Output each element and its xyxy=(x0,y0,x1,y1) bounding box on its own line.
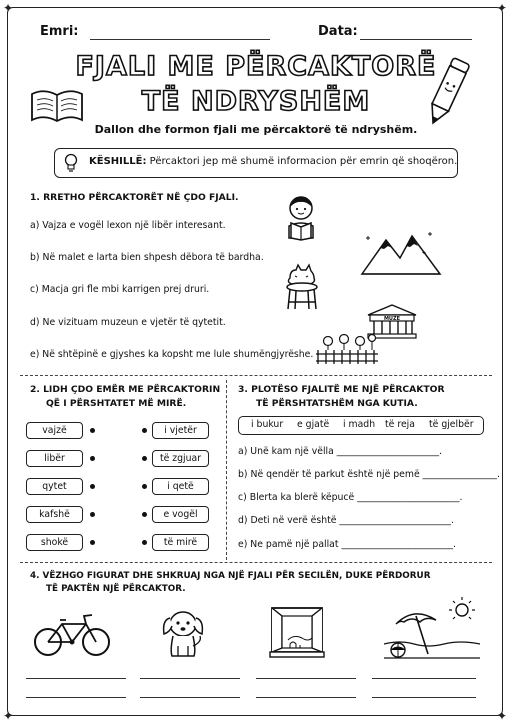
match-adjective-1[interactable]: i vjetër xyxy=(152,422,209,439)
girl-reading-icon xyxy=(280,192,322,242)
section1-sentence-e: e) Në shtëpinë e gjyshes ka kopsht me lule shumëngjyrëshe. xyxy=(30,349,314,360)
word-bank-item: e gjatë xyxy=(297,419,330,430)
match-dot[interactable] xyxy=(90,428,95,433)
word-bank xyxy=(238,416,484,435)
star-icon: ✦ xyxy=(3,709,14,723)
star-icon: ✦ xyxy=(497,1,508,15)
fill-sentence-e[interactable]: e) Ne pamë një pallat ________________________. xyxy=(238,539,456,550)
match-noun-5[interactable]: shokë xyxy=(26,534,83,551)
word-bank-item: të reja xyxy=(385,419,415,430)
answer-line[interactable] xyxy=(256,697,356,698)
match-adjective-5[interactable]: të mirë xyxy=(152,534,209,551)
match-dot[interactable] xyxy=(142,512,147,517)
section4-title: 4. VËZHGO FIGURAT DHE SHKRUAJ NGA NJË FJALI PËR SECILËN, DUKE PËRDORUR xyxy=(30,571,431,581)
cat-on-stool-icon xyxy=(280,262,324,312)
section1-sentence-b: b) Në malet e larta bien shpesh dëbora të bardha. xyxy=(30,252,264,263)
answer-line[interactable] xyxy=(140,678,240,679)
answer-line[interactable] xyxy=(26,697,126,698)
column-divider xyxy=(226,380,227,560)
match-dot[interactable] xyxy=(142,428,147,433)
tip-text xyxy=(89,156,457,167)
section-divider xyxy=(20,562,492,563)
section2-title: 2. LIDH ÇDO EMËR ME PËRCAKTORIN xyxy=(30,384,221,395)
section-divider xyxy=(20,375,492,376)
fill-sentence-d[interactable]: d) Deti në verë është ________________________. xyxy=(238,515,454,526)
tip-label: KËSHILLË: xyxy=(89,156,147,167)
section1-title: 1. RRETHO PËRCAKTORËT NË ÇDO FJALI. xyxy=(30,192,239,203)
section1-sentence-d: d) Ne vizituam muzeun e vjetër të qytetit. xyxy=(30,317,226,328)
fill-sentence-c[interactable]: c) Blerta ka blerë këpucë ______________________. xyxy=(238,492,463,503)
section2-title-line2: QË I PËRSHTATET MË MIRË. xyxy=(46,398,187,409)
name-field[interactable] xyxy=(90,39,270,40)
section3-title: 3. PLOTËSO FJALITË ME NJË PËRCAKTOR xyxy=(238,384,445,395)
answer-line[interactable] xyxy=(140,697,240,698)
match-dot[interactable] xyxy=(90,540,95,545)
answer-line[interactable] xyxy=(256,678,356,679)
match-dot[interactable] xyxy=(90,456,95,461)
page-title: FJALI ME PËRCAKTORË xyxy=(75,51,437,82)
book-icon xyxy=(28,86,86,126)
mountains-icon xyxy=(360,228,442,276)
word-bank-item: i madh xyxy=(343,419,376,430)
star-icon: ✦ xyxy=(497,709,508,723)
tip-body: Përcaktori jep më shumë informacion për emrin që shoqëron. xyxy=(149,156,458,167)
match-adjective-4[interactable]: e vogël xyxy=(152,506,209,523)
answer-line[interactable] xyxy=(372,678,476,679)
fill-sentence-b[interactable]: b) Në qendër të parkut është një pemë ________________. xyxy=(238,469,500,480)
name-label: Emri: xyxy=(40,24,79,39)
word-bank-item: i bukur xyxy=(251,419,284,430)
museum-sign: MUZE xyxy=(383,316,401,322)
page-title-line2: TË NDRYSHËM xyxy=(141,86,371,117)
section1-sentence-a: a) Vajza e vogël lexon një libër interesant. xyxy=(30,220,226,231)
lightbulb-icon xyxy=(63,153,79,173)
section4-title-line2: TË PAKTËN NJË PËRCAKTOR. xyxy=(46,584,186,594)
house-garden-icon xyxy=(316,332,380,366)
bicycle-icon xyxy=(32,610,112,658)
match-noun-2[interactable]: libër xyxy=(26,450,83,467)
match-noun-3[interactable]: qytet xyxy=(26,478,83,495)
word-bank-item: të gjelbër xyxy=(429,419,474,430)
section3-title-line2: TË PËRSHTATSHËM NGA KUTIA. xyxy=(256,398,418,409)
match-dot[interactable] xyxy=(90,512,95,517)
beach-icon xyxy=(384,598,480,662)
page-subtitle: Dallon dhe formon fjali me përcaktorë të ndryshëm. xyxy=(94,123,418,136)
window-icon xyxy=(268,604,326,660)
date-field[interactable] xyxy=(360,39,472,40)
match-adjective-3[interactable]: i qetë xyxy=(152,478,209,495)
star-icon: ✦ xyxy=(3,1,14,15)
puppy-icon xyxy=(158,606,208,660)
match-dot[interactable] xyxy=(90,484,95,489)
match-dot[interactable] xyxy=(142,456,147,461)
pencil-icon xyxy=(424,56,470,130)
fill-sentence-a[interactable]: a) Unë kam një vëlla ______________________. xyxy=(238,446,442,457)
section1-sentence-c: c) Macja gri fle mbi karrigen prej druri. xyxy=(30,284,210,295)
answer-line[interactable] xyxy=(26,678,126,679)
tip-box xyxy=(54,148,458,178)
match-noun-4[interactable]: kafshë xyxy=(26,506,83,523)
match-noun-1[interactable]: vajzë xyxy=(26,422,83,439)
match-adjective-2[interactable]: të zgjuar xyxy=(152,450,209,467)
match-dot[interactable] xyxy=(142,540,147,545)
answer-line[interactable] xyxy=(372,697,476,698)
match-dot[interactable] xyxy=(142,484,147,489)
date-label: Data: xyxy=(318,24,358,39)
